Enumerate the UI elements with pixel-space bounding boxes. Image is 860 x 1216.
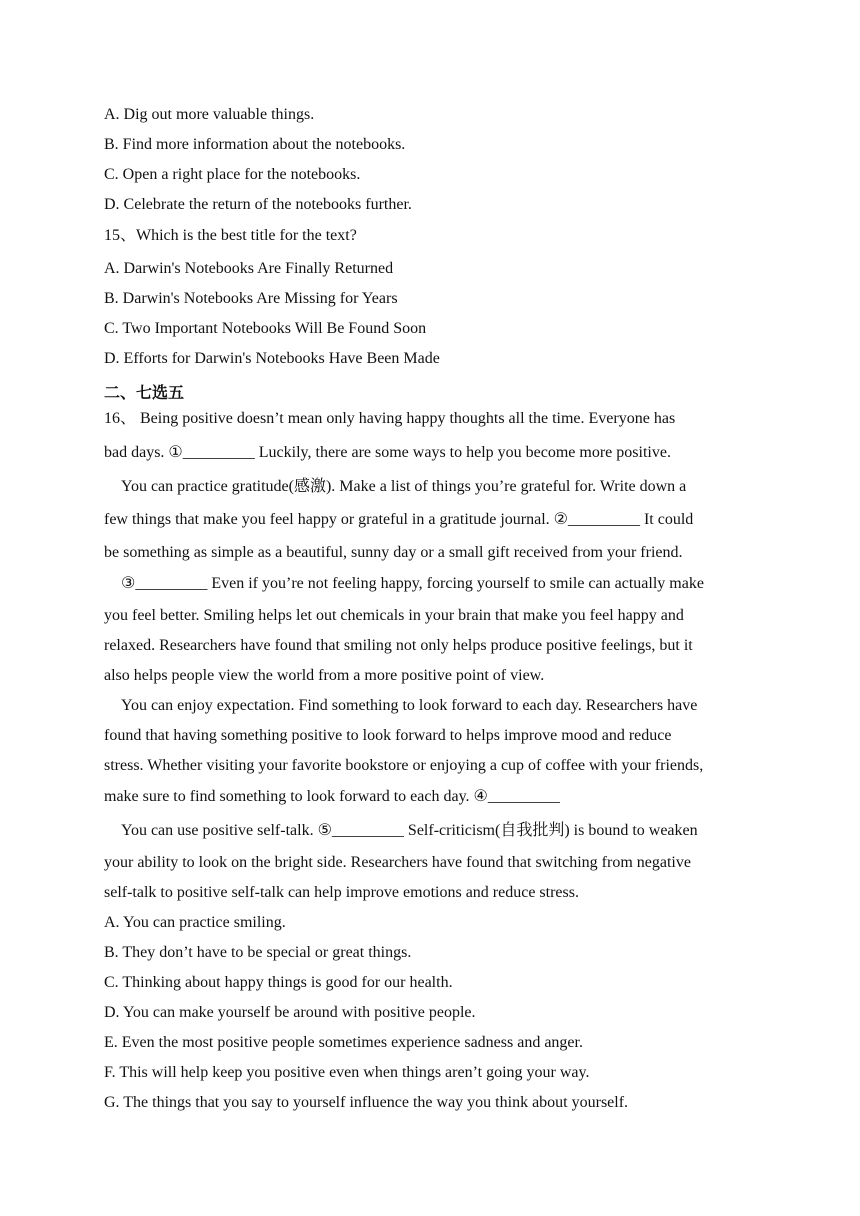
q14-option-d: D. Celebrate the return of the notebooks further. [104, 196, 412, 213]
q16-option-g: G. The things that you say to yourself influence the way you think about yourself. [104, 1094, 629, 1111]
q16-option-f: F. This will help keep you positive even when things aren’t going your way. [104, 1064, 590, 1081]
passage-line: make sure to find something to look forward to each day. ④_________ [104, 788, 560, 805]
passage-line: also helps people view the world from a more positive point of view. [104, 667, 545, 684]
passage-line: self-talk to positive self-talk can help improve emotions and reduce stress. [104, 884, 579, 901]
q16-option-d: D. You can make yourself be around with positive people. [104, 1004, 476, 1021]
passage-line: stress. Whether visiting your favorite bookstore or enjoying a cup of coffee with your friends, [104, 757, 704, 774]
q15-question: 15、Which is the best title for the text? [104, 227, 357, 244]
q15-option-b: B. Darwin's Notebooks Are Missing for Years [104, 290, 398, 307]
passage-line: your ability to look on the bright side. Researchers have found that switching from negative [104, 854, 691, 871]
passage-line: You can use positive self-talk. ⑤_________ Self-criticism(自我批判) is bound to weaken [121, 822, 698, 839]
passage-line: You can practice gratitude(感激). Make a list of things you’re grateful for. Write down a [121, 478, 687, 495]
q16-option-c: C. Thinking about happy things is good for our health. [104, 974, 453, 991]
q15-option-d: D. Efforts for Darwin's Notebooks Have Been Made [104, 350, 440, 367]
passage-line: found that having something positive to look forward to helps improve mood and reduce [104, 727, 672, 744]
passage-line: relaxed. Researchers have found that smiling not only helps produce positive feelings, but it [104, 637, 693, 654]
q14-option-a: A. Dig out more valuable things. [104, 106, 315, 123]
q15-option-a: A. Darwin's Notebooks Are Finally Returned [104, 260, 394, 277]
passage-line: bad days. ①_________ Luckily, there are some ways to help you become more positive. [104, 444, 671, 461]
section-heading: 二、七选五 [104, 383, 185, 402]
passage-line: You can enjoy expectation. Find something to look forward to each day. Researchers have [121, 697, 698, 714]
q16-option-e: E. Even the most positive people sometimes experience sadness and anger. [104, 1034, 583, 1051]
q14-option-b: B. Find more information about the notebooks. [104, 136, 406, 153]
q14-option-c: C. Open a right place for the notebooks. [104, 166, 361, 183]
passage-line: ③_________ Even if you’re not feeling happy, forcing yourself to smile can actually make [121, 575, 704, 592]
passage-line: 16、 Being positive doesn’t mean only having happy thoughts all the time. Everyone has [104, 410, 676, 427]
passage-line: few things that make you feel happy or grateful in a gratitude journal. ②_________ It could [104, 511, 694, 528]
q16-option-b: B. They don’t have to be special or great things. [104, 944, 412, 961]
q16-option-a: A. You can practice smiling. [104, 914, 286, 931]
passage-line: be something as simple as a beautiful, sunny day or a small gift received from your friend. [104, 544, 683, 561]
q15-option-c: C. Two Important Notebooks Will Be Found Soon [104, 320, 427, 337]
passage-line: you feel better. Smiling helps let out chemicals in your brain that make you feel happy and [104, 607, 684, 624]
